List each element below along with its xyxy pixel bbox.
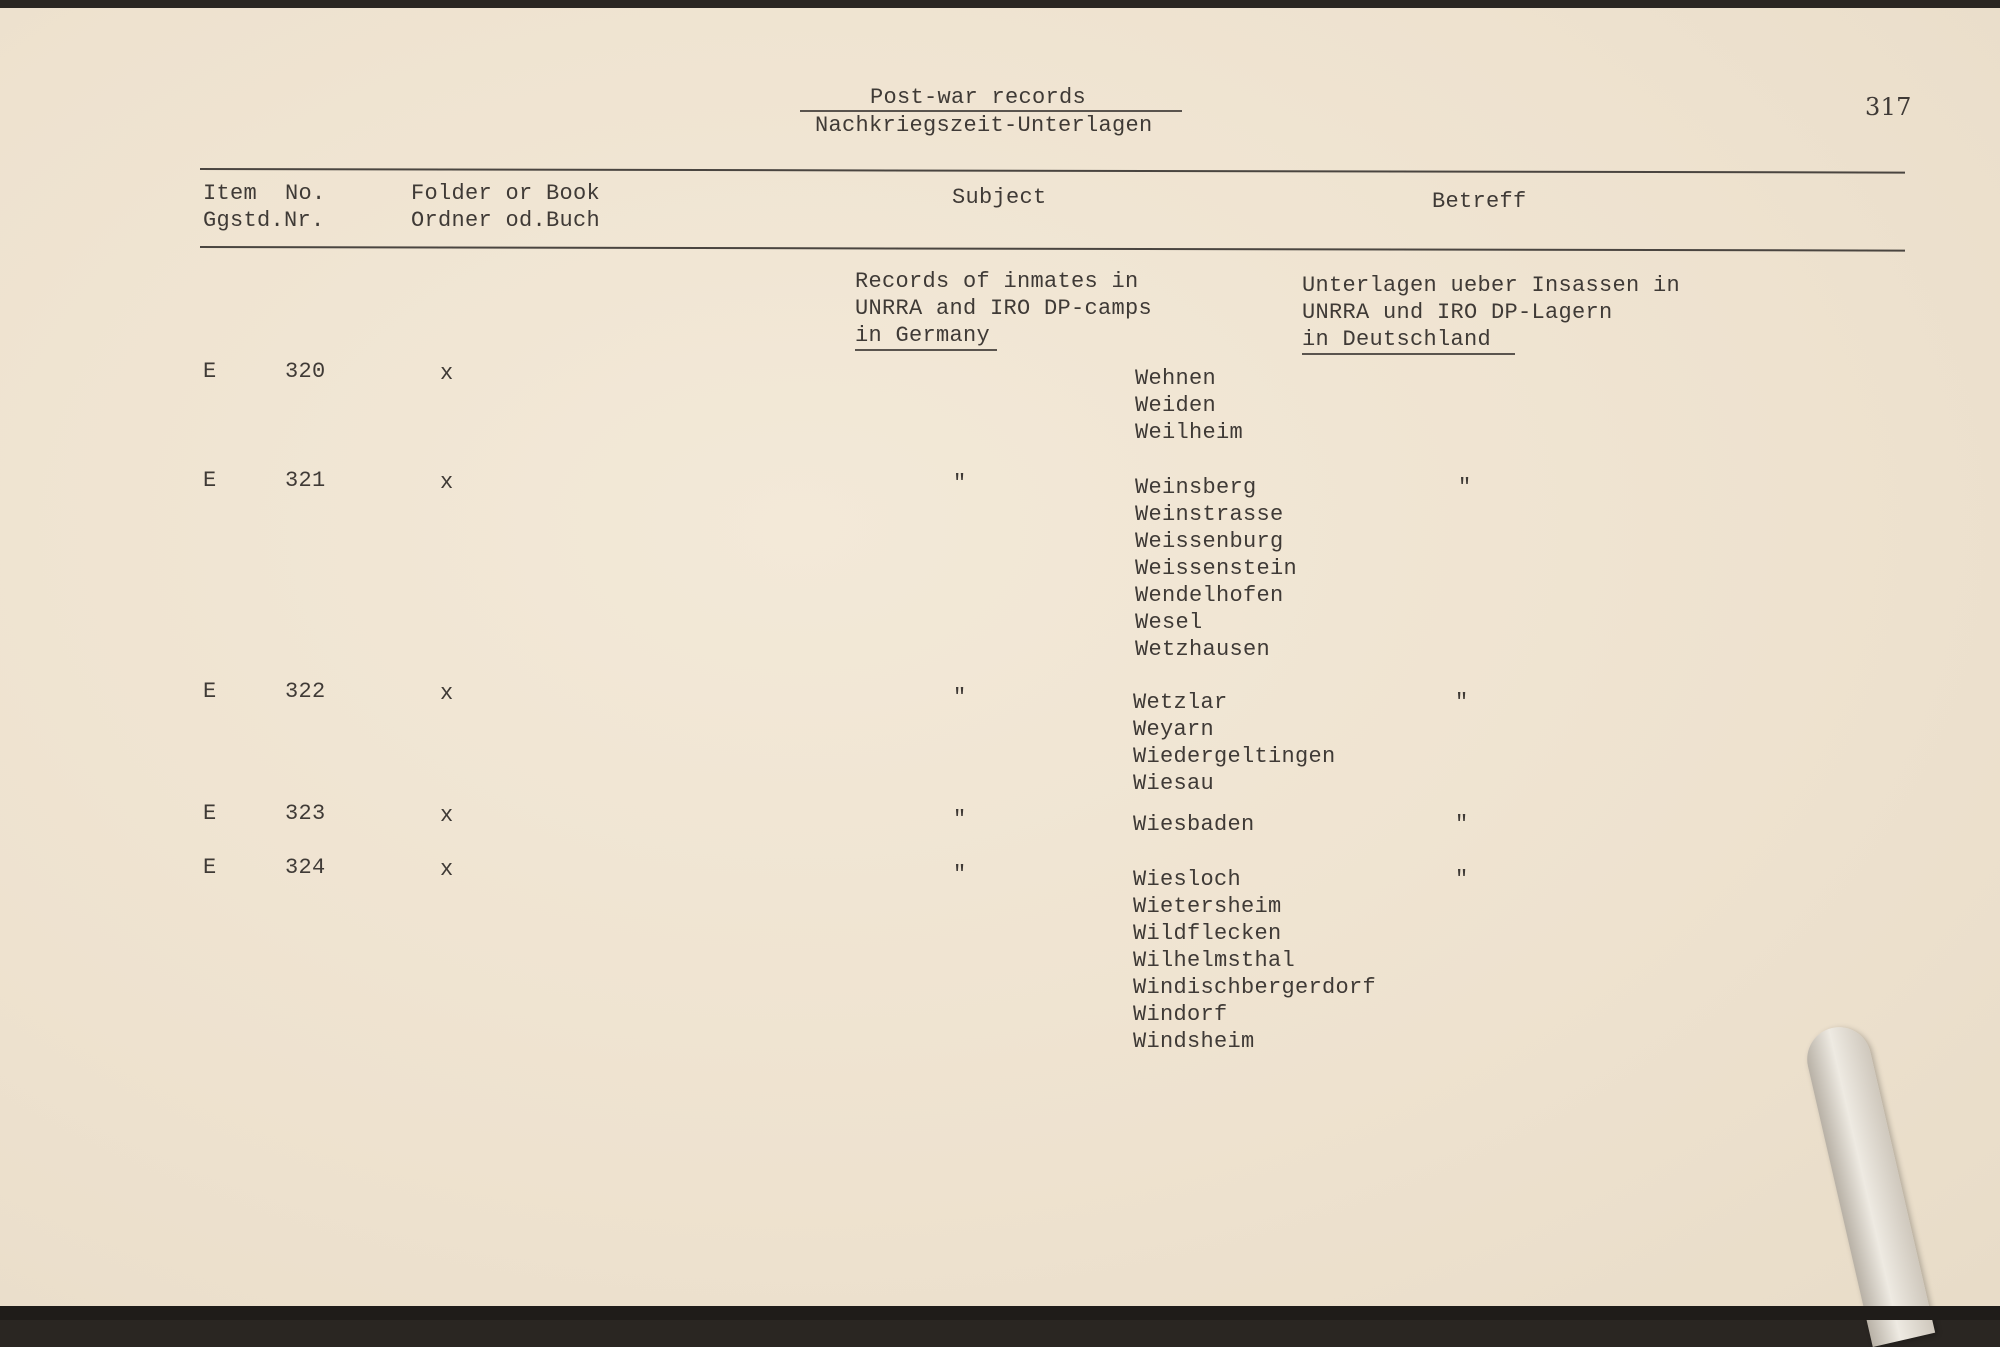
place-name: Weyarn [1133,717,1215,742]
row-folder-mark: x [440,803,454,828]
row-number: 324 [285,855,326,880]
place-name: Wiesau [1133,771,1215,796]
row-places [1133,866,1376,1055]
column-header-subject: Subject [952,185,1047,210]
document-page [0,8,2000,1306]
row-folder-mark: x [440,361,454,386]
place-name: Wetzhausen [1135,637,1271,662]
row-folder-mark: x [440,681,454,706]
column-header-no: No. [285,181,326,206]
ditto-mark-betreff: " [1455,867,1469,892]
place-name: Weinsberg [1135,475,1257,500]
row-number: 320 [285,359,326,384]
header-rule-top [200,168,1905,174]
scan-bottom-edge [0,1306,2000,1320]
row-folder-mark: x [440,857,454,882]
row-folder-mark: x [440,470,454,495]
column-header-item: Item [203,181,258,206]
ditto-mark-betreff: " [1455,812,1469,837]
row-item: E [203,801,217,826]
place-name: Wiesbaden [1133,812,1255,837]
ditto-mark-subject: " [953,862,967,887]
section-subject-line: in Germany [855,323,991,348]
column-header-folder: Folder or Book [411,181,601,206]
place-name: Wildflecken [1133,921,1282,946]
section-betreff-line: UNRRA und IRO DP-Lagern [1302,300,1613,325]
row-number: 322 [285,679,326,704]
section-subject-line: Records of inmates in [855,269,1139,294]
column-header-betreff: Betreff [1432,189,1527,214]
ditto-mark-subject: " [953,685,967,710]
place-name: Wietersheim [1133,894,1282,919]
section-betreff-line: in Deutschland [1302,327,1492,352]
row-item: E [203,855,217,880]
place-name: Weissenburg [1135,529,1284,554]
place-name: Wehnen [1135,366,1217,391]
place-name: Wiedergeltingen [1133,744,1336,769]
place-name: Windorf [1133,1002,1228,1027]
column-header-item-no-de: Ggstd.Nr. [203,208,325,233]
row-item: E [203,468,217,493]
place-name: Wilhelmsthal [1133,948,1296,973]
title-english: Post-war records [870,85,1087,110]
place-name: Weissenstein [1135,556,1298,581]
section-subject-underline [855,349,997,351]
section-betreff-underline [1302,353,1515,355]
column-header-folder-de: Ordner od.Buch [411,208,601,233]
ditto-mark-subject: " [953,471,967,496]
place-name: Wendelhofen [1135,583,1284,608]
row-places [1133,811,1255,838]
section-subject-line: UNRRA and IRO DP-camps [855,296,1153,321]
ditto-mark-betreff: " [1458,475,1472,500]
header-rule-bottom [200,246,1905,252]
page-holder-clip [1801,1021,1935,1347]
place-name: Weiden [1135,393,1217,418]
ditto-mark-betreff: " [1455,690,1469,715]
row-places [1135,365,1243,446]
row-number: 323 [285,801,326,826]
section-subject [855,268,1152,349]
page-number: 317 [1865,93,1912,121]
place-name: Windsheim [1133,1029,1255,1054]
place-name: Wesel [1135,610,1203,635]
row-item: E [203,359,217,384]
row-item: E [203,679,217,704]
place-name: Wetzlar [1133,690,1228,715]
row-number: 321 [285,468,326,493]
section-betreff [1302,272,1680,353]
place-name: Weilheim [1135,420,1244,445]
title-german: Nachkriegszeit-Unterlagen [815,113,1153,138]
row-places [1133,689,1336,797]
place-name: Wiesloch [1133,867,1242,892]
place-name: Windischbergerdorf [1133,975,1377,1000]
ditto-mark-subject: " [953,807,967,832]
section-betreff-line: Unterlagen ueber Insassen in [1302,273,1681,298]
place-name: Weinstrasse [1135,502,1284,527]
row-places [1135,474,1297,663]
